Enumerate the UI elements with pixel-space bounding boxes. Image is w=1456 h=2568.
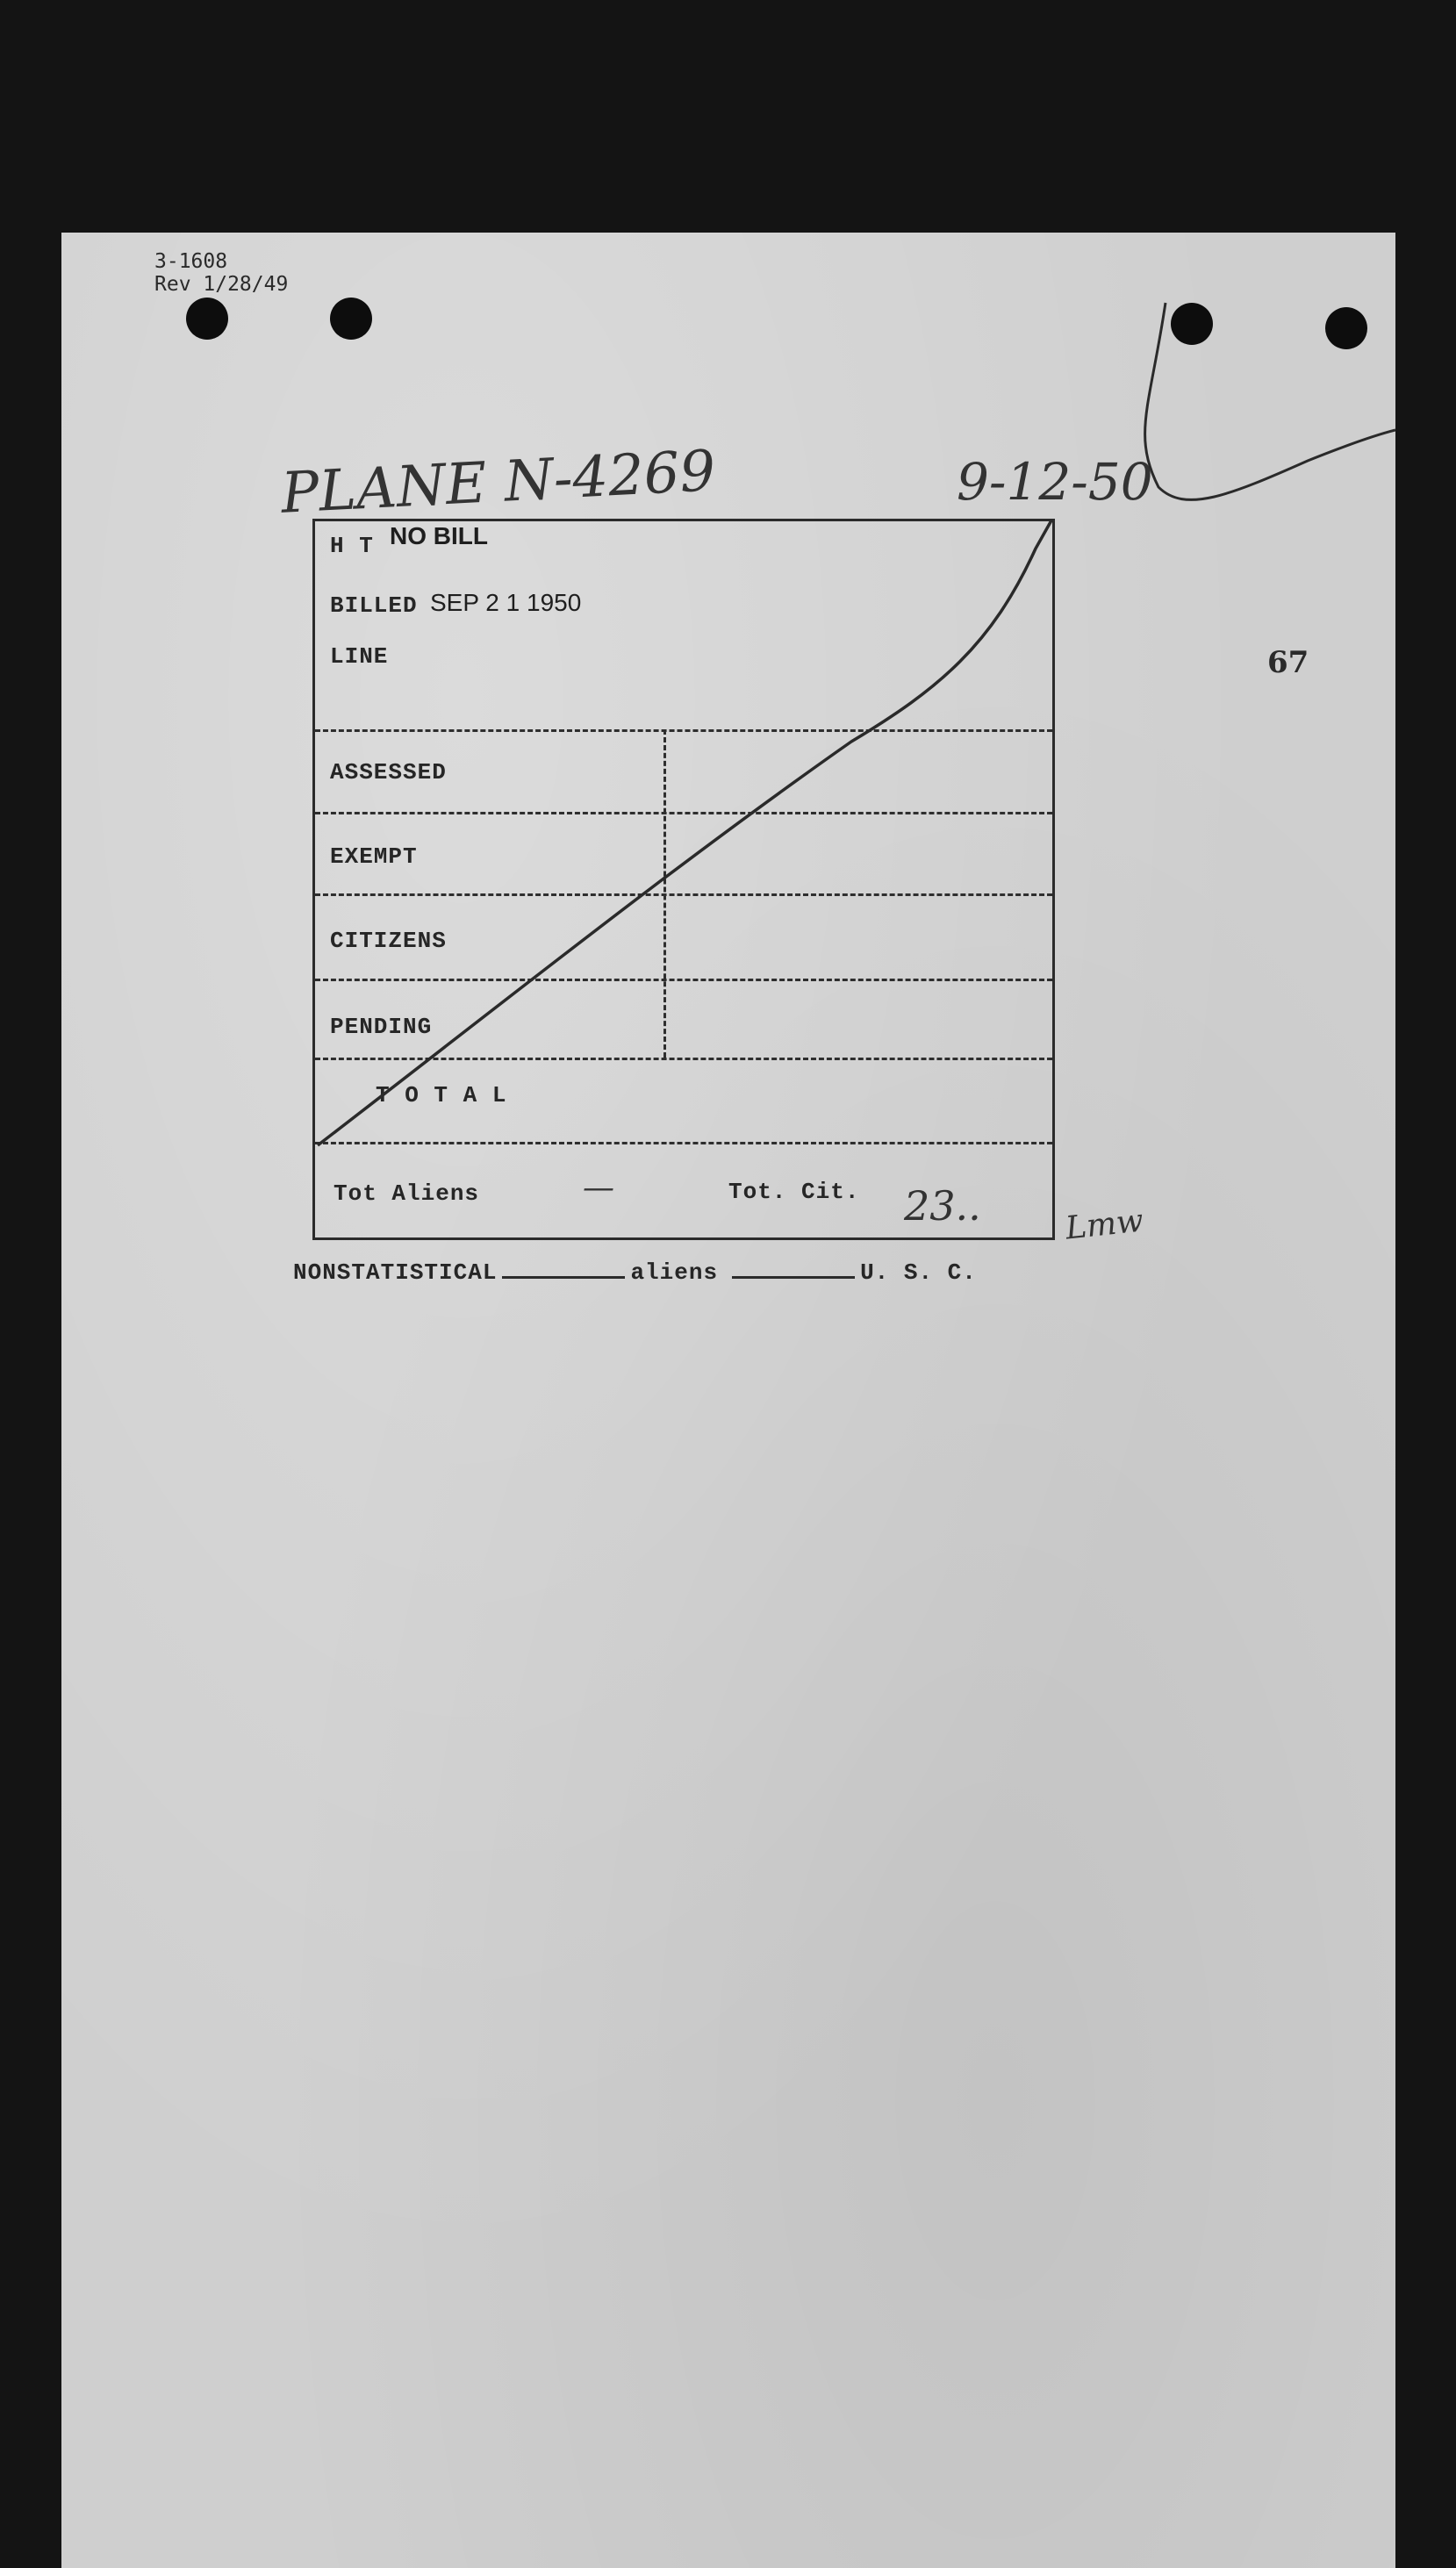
pending-label: PENDING <box>330 1014 433 1040</box>
ht-label: H T <box>330 533 374 559</box>
citizens-label: CITIZENS <box>330 928 447 954</box>
total-label: T O T A L <box>376 1082 507 1108</box>
tot-aliens-label: Tot Aliens <box>334 1180 480 1207</box>
tot-cit-value: 23.. <box>904 1182 981 1230</box>
assessed-label: ASSESSED <box>330 759 447 785</box>
exempt-label: EXEMPT <box>330 843 418 870</box>
plane-number: PLANE N-4269 <box>279 439 717 527</box>
usc-label: U. S. C. <box>860 1259 977 1286</box>
tot-cit-label: Tot. Cit. <box>728 1179 860 1205</box>
document-page <box>61 233 1395 2568</box>
aliens-label: aliens <box>630 1259 719 1286</box>
page-number: 67 <box>1267 645 1309 680</box>
nonstatistical-label: NONSTATISTICAL <box>293 1259 498 1286</box>
tot-aliens-dash: — <box>583 1170 614 1206</box>
form-number: 3-1608 <box>154 250 228 273</box>
diagonal-cancel-stroke <box>318 520 1051 1145</box>
billed-date-stamp: SEP 2 1 1950 <box>430 589 582 616</box>
line-label: LINE <box>330 643 389 670</box>
clerk-initials: Lmw <box>1064 1202 1145 1247</box>
pen-marks <box>61 233 1395 1374</box>
margin-pen-stroke <box>1145 303 1395 499</box>
no-bill-stamp: NO BILL <box>390 522 488 549</box>
billed-label: BILLED <box>330 592 418 619</box>
handwritten-date: 9-12-50 <box>957 452 1153 512</box>
form-revision: Rev 1/28/49 <box>154 273 289 296</box>
